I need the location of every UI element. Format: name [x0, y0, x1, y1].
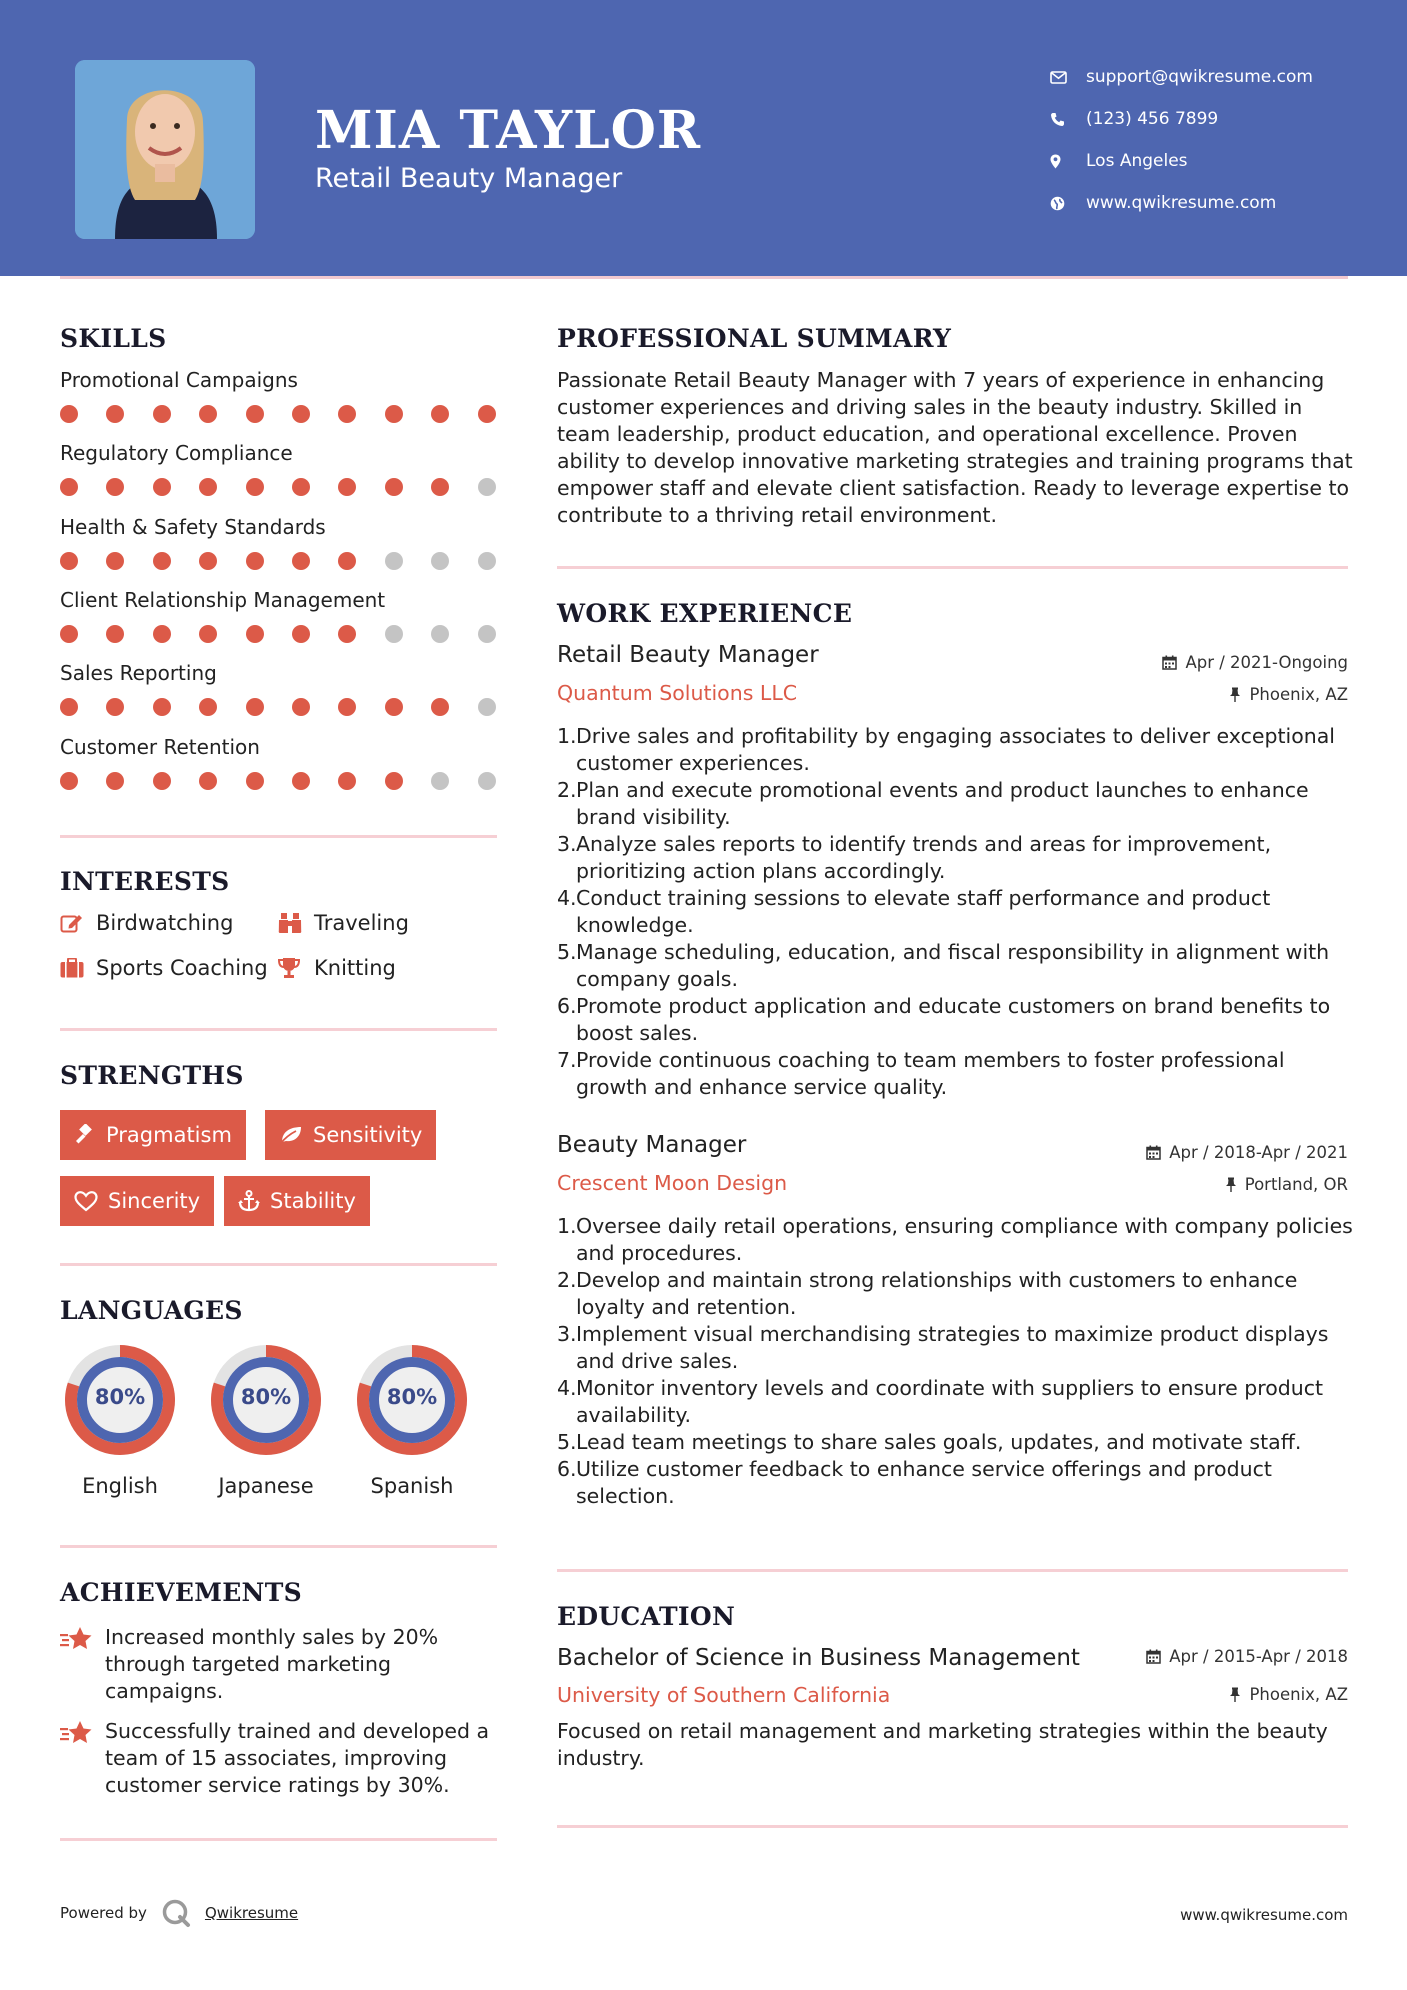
skills-heading: SKILLS: [60, 324, 167, 353]
duty-number: 6.: [557, 994, 577, 1018]
briefcase-icon: [60, 958, 96, 978]
duty-text: Lead team meetings to share sales goals, updates, and motivate staff.: [576, 1430, 1302, 1454]
interest-label: Knitting: [314, 956, 396, 980]
rating-dot-filled: [431, 478, 449, 496]
duty-text: Analyze sales reports to identify trends and areas for improvement, prioritizing action plans accordingly.: [576, 832, 1272, 883]
duty-text: Develop and maintain strong relationships with customers to enhance loyalty and retention.: [576, 1268, 1298, 1319]
skill-name: Sales Reporting: [60, 661, 217, 686]
rating-dot-filled: [292, 478, 310, 496]
job-duty: [557, 777, 1357, 831]
language-name: Spanish: [370, 1474, 454, 1498]
rating-dot-filled: [199, 478, 217, 496]
rating-dot-filled: [60, 625, 78, 643]
interest-item: [60, 911, 233, 935]
rating-dot-filled: [292, 772, 310, 790]
job-duty: [557, 1456, 1357, 1510]
job-duty: [557, 885, 1357, 939]
duty-text: Provide continuous coaching to team members to foster professional growth and enhance service quality.: [576, 1048, 1285, 1099]
contact-website-text: www.qwikresume.com: [1086, 193, 1277, 213]
header-divider: [60, 276, 1348, 279]
job-duty: [557, 1267, 1357, 1321]
calendar-icon: [1146, 1145, 1161, 1160]
summary-divider: [557, 566, 1348, 569]
experience-heading: WORK EXPERIENCE: [557, 599, 853, 628]
job-title: Beauty Manager: [557, 1132, 747, 1158]
rating-dot-filled: [338, 478, 356, 496]
job-duty: [557, 1213, 1357, 1267]
calendar-icon: [1146, 1649, 1161, 1664]
achievement-item: [60, 1718, 497, 1799]
rating-dot-filled: [292, 552, 310, 570]
rating-dot-filled: [106, 625, 124, 643]
duty-number: 5.: [557, 940, 577, 964]
rating-dot-filled: [246, 478, 264, 496]
skill-rating: [60, 478, 497, 496]
rating-dot-filled: [60, 405, 78, 423]
skill-name: Customer Retention: [60, 734, 260, 759]
rating-dot-filled: [60, 698, 78, 716]
skill-name: Client Relationship Management: [60, 587, 386, 612]
contact-phone[interactable]: [1050, 98, 1313, 140]
education-location-text: Phoenix, AZ: [1249, 1685, 1348, 1704]
contact-website[interactable]: [1050, 182, 1313, 224]
rating-dot-filled: [153, 552, 171, 570]
duty-text: Monitor inventory levels and coordinate with suppliers to ensure product availability.: [576, 1376, 1324, 1427]
job-duty: [557, 1375, 1357, 1429]
skill-name: Regulatory Compliance: [60, 441, 293, 466]
education-divider: [557, 1825, 1348, 1828]
interest-label: Traveling: [314, 911, 409, 935]
rating-dot-filled: [60, 478, 78, 496]
rating-dot-filled: [199, 625, 217, 643]
skill-rating: [60, 625, 497, 643]
duty-number: 6.: [557, 1457, 577, 1481]
skill-name: Health & Safety Standards: [60, 514, 326, 539]
pushpin-icon: [1225, 1177, 1237, 1192]
education-heading: EDUCATION: [557, 1602, 736, 1631]
rating-dot-empty: [431, 552, 449, 570]
job-location: [1229, 685, 1348, 704]
duty-text: Utilize customer feedback to enhance service offerings and product selection.: [576, 1457, 1272, 1508]
star-icon: [60, 1718, 105, 1799]
contact-location: [1050, 140, 1313, 182]
strengths-divider: [60, 1263, 497, 1266]
languages-divider: [60, 1545, 497, 1548]
rating-dot-filled: [199, 552, 217, 570]
skills-divider: [60, 835, 497, 838]
duty-text: Manage scheduling, education, and fiscal responsibility in alignment with company goals.: [576, 940, 1330, 991]
rating-dot-filled: [153, 625, 171, 643]
skill-rating: [60, 772, 497, 790]
job-duties-list: [557, 1213, 1357, 1510]
rating-dot-filled: [385, 698, 403, 716]
qwikresume-logo-icon: [161, 1898, 191, 1928]
rating-dot-empty: [478, 625, 496, 643]
duty-number: 4.: [557, 1376, 577, 1400]
job-dates-text: Apr / 2018-Apr / 2021: [1169, 1143, 1348, 1162]
rating-dot-filled: [246, 552, 264, 570]
contact-list: [1050, 56, 1313, 224]
pushpin-icon: [1229, 1687, 1241, 1702]
rating-dot-empty: [478, 698, 496, 716]
qwikresume-link[interactable]: Qwikresume: [204, 1904, 299, 1922]
language-item: [58, 1338, 182, 1498]
interest-item: [278, 911, 409, 935]
rating-dot-filled: [199, 772, 217, 790]
rating-dot-filled: [106, 552, 124, 570]
summary-text: Passionate Retail Beauty Manager with 7 years of experience in enhancing customer experiences and driving sales in the beauty industry. Skilled in team leadership, product education, and operational excellence. Proven ability to develop innovative marketing strategies and training programs that empower staff and elevate client satisfaction. Ready to leverage expertise to contribute to a thriving retail environment.: [557, 368, 1353, 527]
strength-badge: [60, 1176, 214, 1226]
calendar-icon: [1162, 655, 1177, 670]
rating-dot-filled: [153, 478, 171, 496]
binoculars-icon: [278, 912, 314, 934]
rating-dot-filled: [292, 405, 310, 423]
achievement-text: Increased monthly sales by 20% through targeted marketing campaigns.: [105, 1625, 439, 1703]
contact-location-text: Los Angeles: [1086, 151, 1188, 171]
rating-dot-filled: [106, 478, 124, 496]
rating-dot-filled: [246, 772, 264, 790]
rating-dot-filled: [106, 698, 124, 716]
skill-rating: [60, 405, 497, 423]
envelope-icon: [1050, 71, 1086, 84]
rating-dot-filled: [246, 405, 264, 423]
duty-number: 2.: [557, 778, 577, 802]
contact-phone-text: (123) 456 7899: [1086, 109, 1219, 129]
skill-name: Promotional Campaigns: [60, 368, 298, 392]
rating-dot-empty: [385, 625, 403, 643]
rating-dot-filled: [385, 772, 403, 790]
rating-dot-filled: [338, 772, 356, 790]
map-pin-icon: [1050, 154, 1086, 169]
rating-dot-filled: [60, 552, 78, 570]
rating-dot-filled: [478, 405, 496, 423]
duty-text: Promote product application and educate customers on brand benefits to boost sales.: [576, 994, 1331, 1045]
job-dates: [1162, 653, 1348, 672]
duty-text: Conduct training sessions to elevate staff performance and product knowledge.: [576, 886, 1271, 937]
rating-dot-filled: [338, 405, 356, 423]
job-duties-list: [557, 723, 1357, 1101]
achievements-divider: [60, 1838, 497, 1841]
language-percent: 80%: [94, 1385, 146, 1409]
profile-photo: [75, 60, 255, 239]
duty-text: Oversee daily retail operations, ensuring compliance with company policies and procedures.: [576, 1214, 1353, 1265]
language-item: [204, 1338, 328, 1498]
rating-dot-filled: [292, 625, 310, 643]
rating-dot-filled: [199, 405, 217, 423]
rating-dot-filled: [385, 478, 403, 496]
rating-dot-filled: [338, 625, 356, 643]
pencil-icon: [60, 913, 96, 933]
duty-text: Plan and execute promotional events and product launches to enhance brand visibility.: [576, 778, 1309, 829]
rating-dot-filled: [60, 772, 78, 790]
anchor-icon: [238, 1190, 260, 1212]
strength-badge: [224, 1176, 370, 1226]
heart-icon: [74, 1191, 98, 1212]
education-location: [1229, 1685, 1348, 1704]
strength-label: Pragmatism: [106, 1123, 232, 1147]
interest-item: [60, 956, 268, 980]
job-duty: [557, 939, 1357, 993]
duty-number: 3.: [557, 832, 577, 856]
job-location-text: Portland, OR: [1244, 1175, 1348, 1194]
rating-dot-filled: [338, 698, 356, 716]
strength-label: Sincerity: [108, 1189, 201, 1213]
candidate-name: MIA TAYLOR: [315, 100, 702, 161]
achievements-heading: ACHIEVEMENTS: [60, 1578, 302, 1607]
rating-dot-filled: [153, 698, 171, 716]
rating-dot-filled: [199, 698, 217, 716]
rating-dot-filled: [292, 698, 310, 716]
trophy-icon: [278, 957, 314, 979]
job-location: [1225, 1175, 1348, 1194]
contact-email[interactable]: [1050, 56, 1313, 98]
job-duty: [557, 831, 1357, 885]
language-percent: 80%: [240, 1385, 292, 1409]
phone-icon: [1050, 112, 1086, 127]
strength-badge: [265, 1110, 436, 1160]
job-dates-text: Apr / 2021-Ongoing: [1185, 653, 1348, 672]
school-name: University of Southern California: [557, 1683, 891, 1707]
education-description: Focused on retail management and marketing strategies within the beauty industry.: [557, 1719, 1328, 1770]
duty-number: 1.: [557, 1214, 577, 1238]
duty-number: 7.: [557, 1048, 577, 1072]
interest-label: Birdwatching: [96, 911, 234, 935]
achievement-item: [60, 1624, 497, 1705]
job-duty: [557, 993, 1357, 1047]
rating-dot-filled: [153, 405, 171, 423]
experience-divider: [557, 1569, 1348, 1572]
interest-item: [278, 956, 396, 980]
duty-text: Drive sales and profitability by engaging associates to deliver exceptional customer experiences.: [576, 724, 1335, 775]
rating-dot-filled: [106, 405, 124, 423]
star-icon: [60, 1624, 105, 1705]
job-title: Retail Beauty Manager: [557, 642, 819, 668]
rating-dot-empty: [431, 625, 449, 643]
rating-dot-filled: [431, 405, 449, 423]
rating-dot-filled: [431, 698, 449, 716]
language-name: English: [82, 1474, 158, 1498]
company-name: Crescent Moon Design: [557, 1171, 788, 1195]
languages-heading: LANGUAGES: [60, 1296, 243, 1325]
rating-dot-empty: [431, 772, 449, 790]
language-item: [350, 1338, 474, 1498]
language-percent: 80%: [386, 1385, 438, 1409]
rating-dot-filled: [246, 625, 264, 643]
footer-website[interactable]: www.qwikresume.com: [1180, 1906, 1348, 1924]
degree-title: Bachelor of Science in Business Management: [557, 1645, 1080, 1671]
pushpin-icon: [1229, 687, 1241, 702]
contact-email-text: support@qwikresume.com: [1086, 67, 1313, 87]
rating-dot-filled: [246, 698, 264, 716]
gavel-icon: [74, 1124, 96, 1146]
strength-label: Stability: [270, 1189, 356, 1213]
leaf-icon: [279, 1125, 303, 1145]
interest-label: Sports Coaching: [96, 956, 268, 980]
strengths-heading: STRENGTHS: [60, 1061, 244, 1090]
rating-dot-empty: [385, 552, 403, 570]
company-name: Quantum Solutions LLC: [557, 681, 798, 705]
skill-rating: [60, 552, 497, 570]
globe-icon: [1050, 196, 1086, 211]
achievement-text: Successfully trained and developed a team of 15 associates, improving customer service ratings by 30%.: [105, 1719, 490, 1797]
resume-header: [0, 0, 1407, 276]
rating-dot-filled: [385, 405, 403, 423]
job-location-text: Phoenix, AZ: [1249, 685, 1348, 704]
job-duty: [557, 1429, 1357, 1456]
duty-number: 1.: [557, 724, 577, 748]
language-name: Japanese: [218, 1474, 314, 1498]
strength-label: Sensitivity: [313, 1123, 423, 1147]
strength-badge: [60, 1110, 246, 1160]
duty-number: 2.: [557, 1268, 577, 1292]
rating-dot-filled: [338, 552, 356, 570]
powered-by-text: Powered by: [60, 1904, 147, 1922]
rating-dot-empty: [478, 552, 496, 570]
rating-dot-empty: [478, 772, 496, 790]
interests-divider: [60, 1028, 497, 1031]
skill-rating: [60, 698, 497, 716]
job-duty: [557, 1321, 1357, 1375]
education-dates-text: Apr / 2015-Apr / 2018: [1169, 1647, 1348, 1666]
job-duty: [557, 723, 1357, 777]
duty-number: 3.: [557, 1322, 577, 1346]
candidate-title: Retail Beauty Manager: [315, 163, 623, 194]
duty-text: Implement visual merchandising strategies to maximize product displays and drive sales.: [576, 1322, 1329, 1373]
rating-dot-empty: [478, 478, 496, 496]
rating-dot-filled: [153, 772, 171, 790]
rating-dot-filled: [106, 772, 124, 790]
interests-heading: INTERESTS: [60, 867, 230, 896]
duty-number: 5.: [557, 1430, 577, 1454]
job-duty: [557, 1047, 1357, 1101]
job-dates: [1146, 1143, 1348, 1162]
footer-powered-by: [60, 1898, 298, 1928]
duty-number: 4.: [557, 886, 577, 910]
education-dates: [1146, 1647, 1348, 1666]
summary-heading: PROFESSIONAL SUMMARY: [557, 324, 952, 353]
